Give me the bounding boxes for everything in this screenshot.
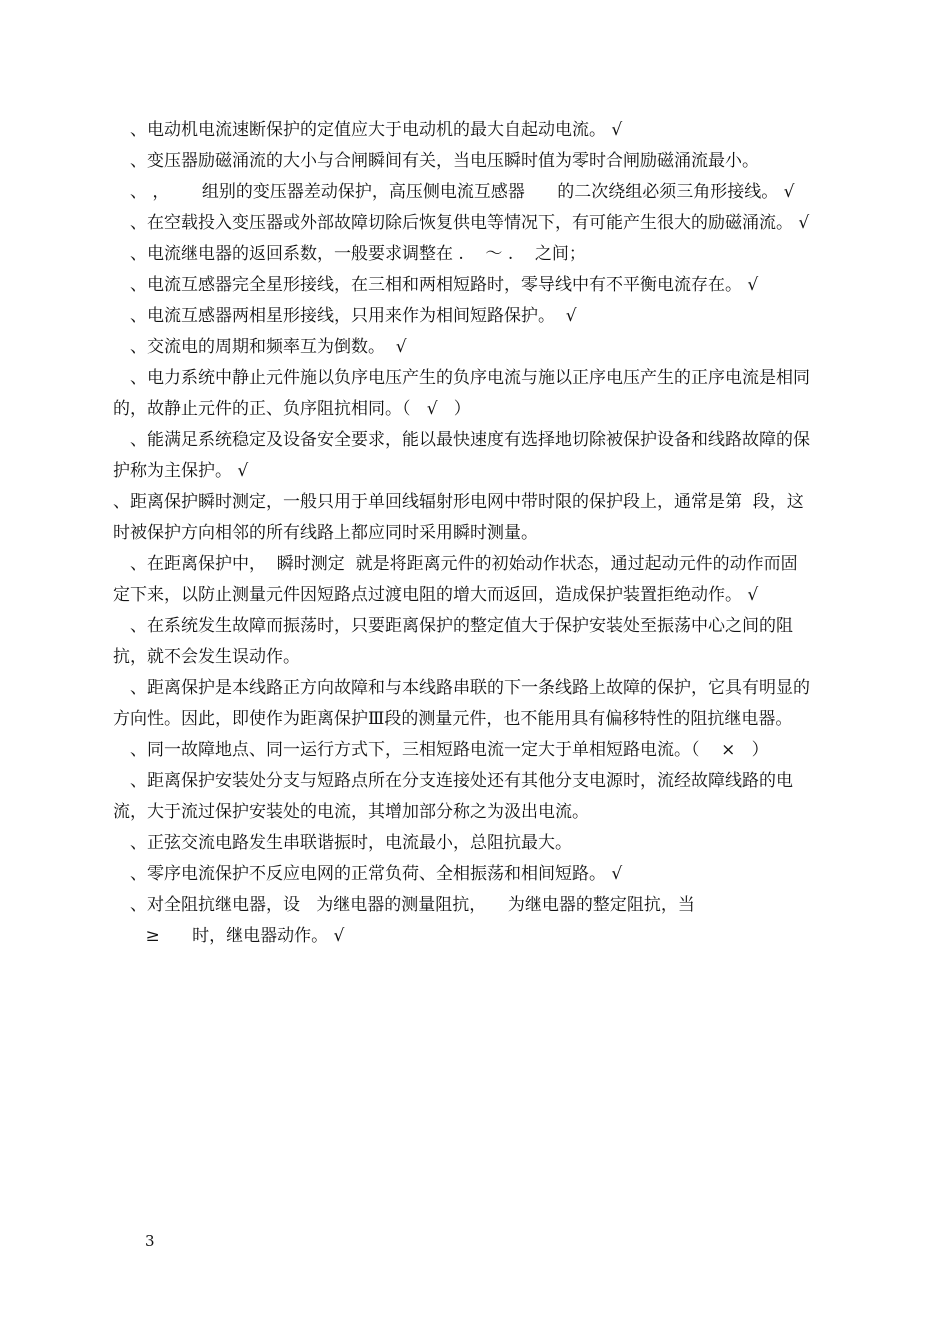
page-number: 3 bbox=[145, 1232, 155, 1250]
item-9: 、电力系统中静止元件施以负序电压产生的负序电流与施以正序电压产生的正序电流是相同的，故静止元件的正、负序阻抗相同。（ √ ） bbox=[113, 368, 810, 419]
item-6: 、电流互感器完全星形接线，在三相和两相短路时，零导线中有不平衡电流存在。 √ bbox=[130, 275, 759, 295]
item-18: 、零序电流保护不反应电网的正常负荷、全相振荡和相间短路。 √ bbox=[130, 864, 623, 884]
item-11: 、距离保护瞬时测定，一般只用于单回线辐射形电网中带时限的保护段上，通常是第 段，这时被保护方向相邻的所有线路上都应同时采用瞬时测量。 bbox=[113, 492, 804, 543]
item-16: 、距离保护安装处分支与短路点所在分支连接处还有其他分支电源时，流经故障线路的电流，大于流过保护安装处的电流，其增加部分称之为汲出电流。 bbox=[113, 771, 793, 822]
item-14: 、距离保护是本线路正方向故障和与本线路串联的下一条线路上故障的保护，它具有明显的方向性。因此，即使作为距离保护Ⅲ段的测量元件，也不能用具有偏移特性的阻抗继电器。 bbox=[113, 678, 810, 729]
item-10: 、能满足系统稳定及设备安全要求，能以最快速度有选择地切除被保护设备和线路故障的保护称为主保护。 √ bbox=[113, 430, 810, 481]
item-3: 、 ， 组别的变压器差动保护，高压侧电流互感器 的二次绕组必须三角形接线。 √ bbox=[130, 182, 795, 202]
document-body bbox=[113, 115, 813, 952]
item-15: 、同一故障地点、同一运行方式下，三相短路电流一定大于单相短路电流。（ × ） bbox=[130, 740, 769, 760]
item-4: 、在空载投入变压器或外部故障切除后恢复供电等情况下，有可能产生很大的励磁涌流。 √ bbox=[130, 213, 810, 233]
item-19-continuation: ≥ 时，继电器动作。 √ bbox=[113, 926, 345, 946]
item-2: 、变压器励磁涌流的大小与合闸瞬间有关，当电压瞬时值为零时合闸励磁涌流最小。 bbox=[130, 151, 759, 171]
item-5: 、电流继电器的返回系数，一般要求调整在 . ～ . 之间； bbox=[130, 244, 586, 264]
item-12: 、在距离保护中， 瞬时测定 就是将距离元件的初始动作状态，通过起动元件的动作而固定下来，以防止测量元件因短路点过渡电阻的增大而返回，造成保护装置拒绝动作。 √ bbox=[113, 554, 798, 605]
item-1: 、电动机电流速断保护的定值应大于电动机的最大自起动电流。 √ bbox=[130, 120, 623, 140]
item-13: 、在系统发生故障而振荡时，只要距离保护的整定值大于保护安装处至振荡中心之间的阻抗，就不会发生误动作。 bbox=[113, 616, 793, 667]
item-17: 、正弦交流电路发生串联谐振时，电流最小，总阻抗最大。 bbox=[130, 833, 572, 853]
item-19: 、对全阻抗继电器，设 为继电器的测量阻抗， 为继电器的整定阻抗，当 bbox=[130, 895, 695, 915]
item-8: 、交流电的周期和频率互为倒数。 √ bbox=[130, 337, 407, 357]
item-7: 、电流互感器两相星形接线，只用来作为相间短路保护。 √ bbox=[130, 306, 577, 326]
